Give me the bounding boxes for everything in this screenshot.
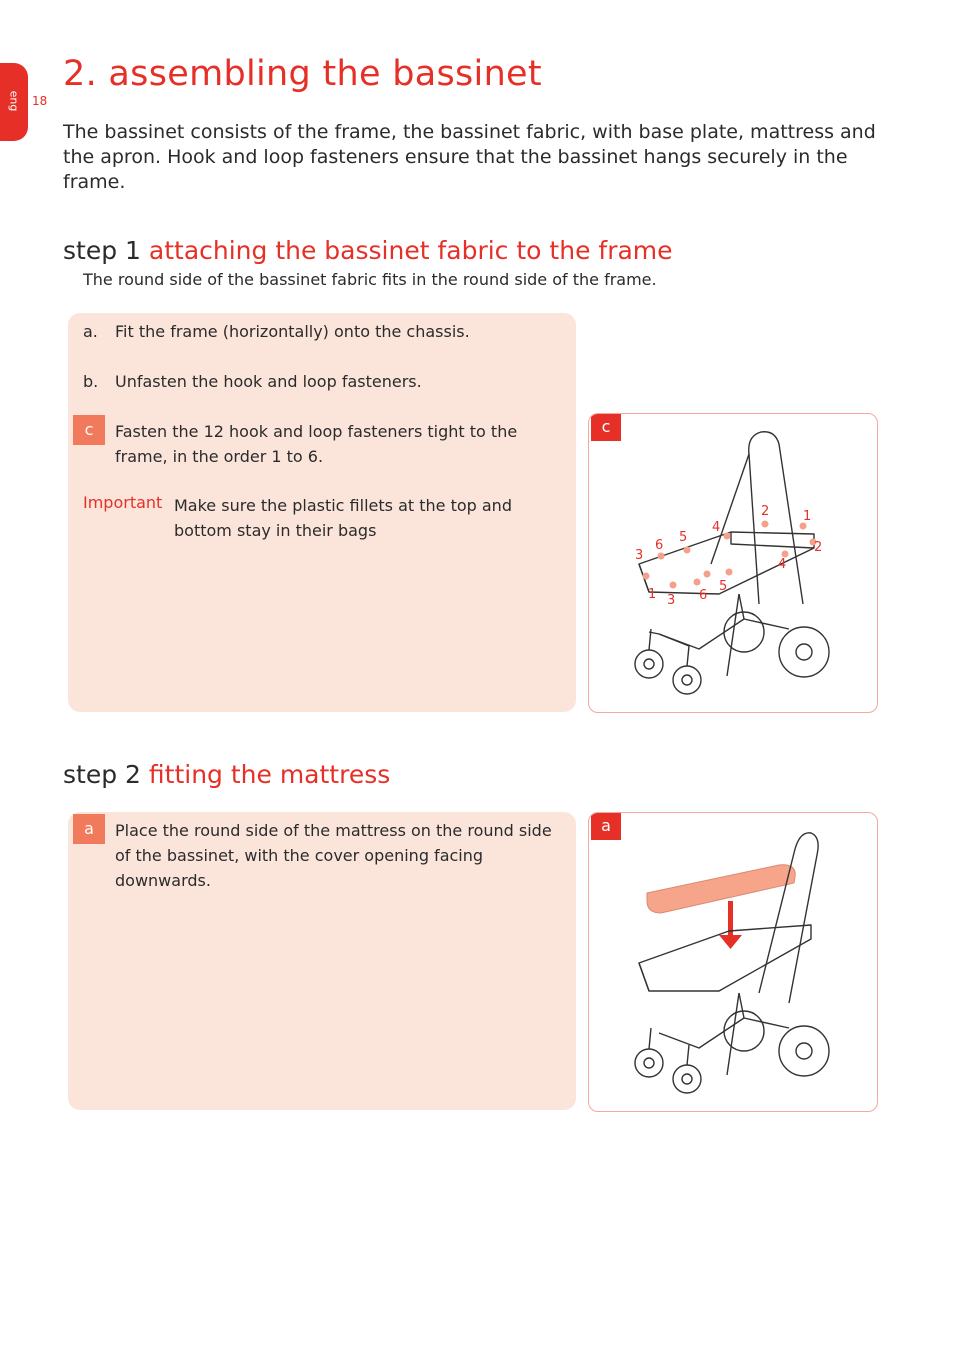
fastener-number-5b: 5 bbox=[679, 530, 688, 545]
page-title: 2. assembling the bassinet bbox=[63, 54, 542, 94]
step1-heading bbox=[63, 236, 673, 265]
step1-title: attaching the bassinet fabric to the frame bbox=[148, 236, 673, 265]
step1-prefix: step 1 bbox=[63, 236, 141, 265]
fastener-number-1a: 1 bbox=[648, 587, 657, 602]
step1-item-b-marker: b. bbox=[83, 372, 99, 391]
step2-instructions-panel bbox=[68, 812, 576, 1110]
step1-instructions-panel bbox=[68, 313, 576, 712]
step1-item-c-marker: c bbox=[73, 415, 105, 445]
fastener-number-4a: 4 bbox=[712, 520, 721, 535]
handlebar bbox=[749, 432, 803, 604]
step1-item-c-text: Fasten the 12 hook and loop fasteners tight to the frame, in the order 1 to 6. bbox=[115, 422, 518, 466]
step1-item-c bbox=[83, 419, 553, 479]
stroller-frame-illustration bbox=[589, 414, 877, 712]
step2-heading bbox=[63, 760, 390, 789]
step2-figure-label: a bbox=[591, 813, 621, 840]
fastener-number-6a: 6 bbox=[699, 588, 708, 603]
step2-title: fitting the mattress bbox=[148, 760, 391, 789]
fastener-number-6b: 6 bbox=[655, 538, 664, 553]
important-label: Important bbox=[83, 493, 163, 512]
important-text: Make sure the plastic fillets at the top and bottom stay in their bags bbox=[174, 496, 512, 540]
bassinet bbox=[639, 925, 811, 991]
step1-subtitle: The round side of the bassinet fabric fits in the round side of the frame. bbox=[83, 270, 657, 289]
mattress bbox=[647, 865, 795, 913]
fastener-number-1b: 1 bbox=[803, 509, 812, 524]
fastener-number-2b: 2 bbox=[814, 540, 823, 555]
front-wheel-left bbox=[635, 650, 663, 678]
intro-paragraph: The bassinet consists of the frame, the bassinet fabric, with base plate, mattress and the apron. Hook and loop fasteners ensure that the bassinet hangs securely in the frame. bbox=[63, 121, 876, 193]
step1-figure bbox=[588, 413, 878, 713]
handlebar bbox=[759, 833, 818, 1003]
language-label: eng bbox=[7, 90, 21, 112]
fastener-number-4b: 4 bbox=[778, 557, 787, 572]
step1-item-b-text: Unfasten the hook and loop fasteners. bbox=[115, 372, 422, 391]
fastener-number-5a: 5 bbox=[719, 579, 728, 594]
fastener-number-3b: 3 bbox=[635, 548, 644, 563]
mattress-illustration bbox=[589, 813, 877, 1111]
step2-prefix: step 2 bbox=[63, 760, 141, 789]
language-tab bbox=[0, 63, 28, 141]
down-arrow-icon bbox=[719, 901, 742, 949]
step2-item-a-marker: a bbox=[73, 814, 105, 844]
rear-wheel bbox=[779, 627, 829, 677]
fastener-number-2a: 2 bbox=[761, 504, 770, 519]
step1-figure-label: c bbox=[591, 414, 621, 441]
front-wheel-right bbox=[673, 666, 701, 694]
fastener-markers bbox=[643, 521, 817, 589]
page-number: 18 bbox=[32, 94, 48, 108]
step1-item-a-marker: a. bbox=[83, 322, 98, 341]
step2-item-a bbox=[83, 818, 553, 898]
step2-figure bbox=[588, 812, 878, 1112]
step1-item-a-text: Fit the frame (horizontally) onto the chassis. bbox=[115, 322, 470, 341]
step2-item-a-text: Place the round side of the mattress on the round side of the bassinet, with the cover opening facing downwards. bbox=[115, 821, 552, 890]
fastener-number-3a: 3 bbox=[667, 593, 676, 608]
